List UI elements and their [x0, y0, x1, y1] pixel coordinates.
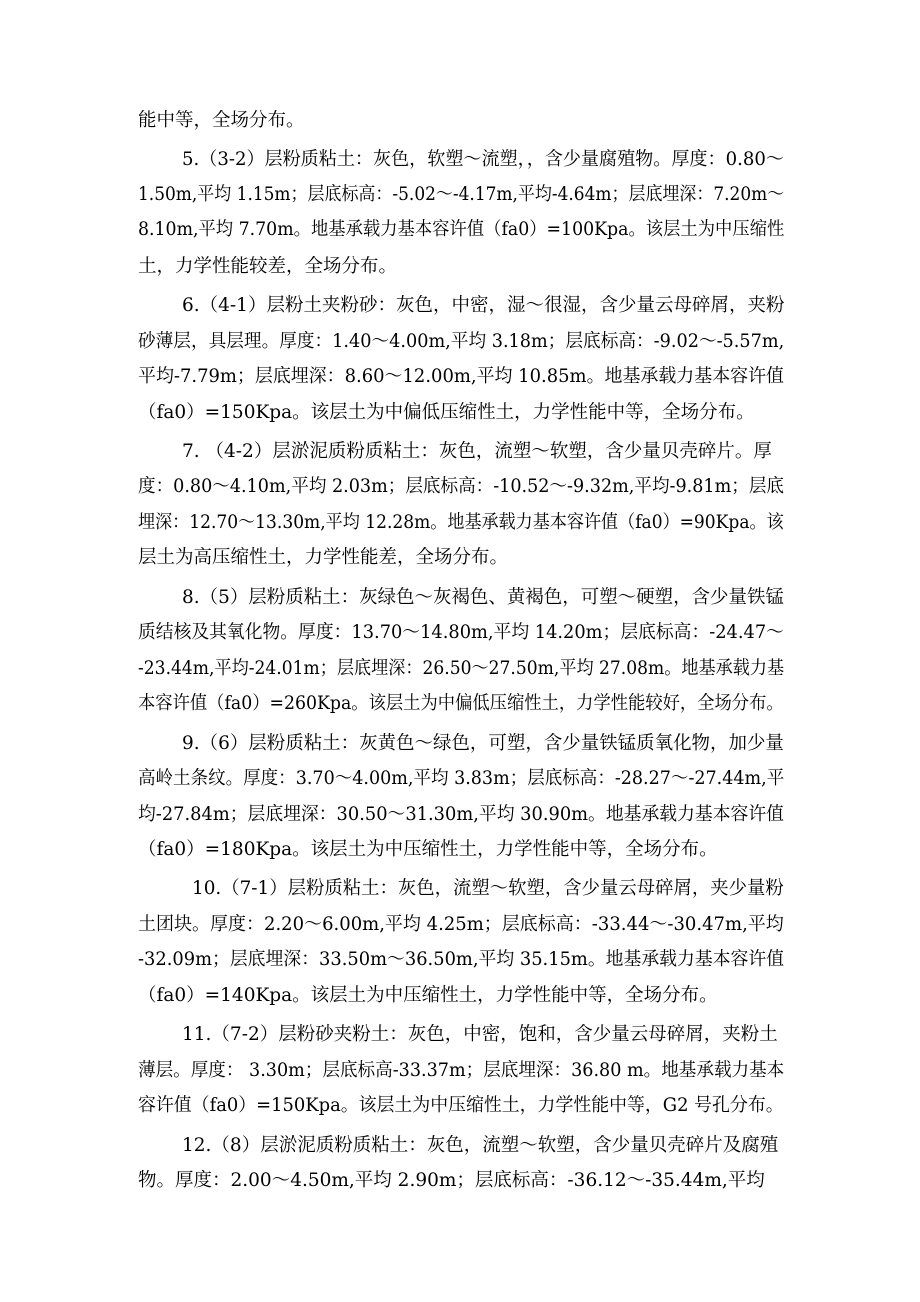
text-line: 均-27.84m；层底埋深：30.50～31.30m,平均 30.90m。地基承载力基本容许值 — [138, 804, 784, 825]
text-line: （fa0）=180Kpa。该层土为中压缩性土，力学性能中等，全场分布。 — [138, 839, 718, 860]
text-line: 高岭土条纹。厚度：3.70～4.00m,平均 3.83m；层底标高：-28.27～-27.44m,平 — [138, 768, 785, 789]
text-line: -32.09m；层底埋深：33.50m～36.50m,平均 35.15m。地基承载力基本容许值 — [138, 949, 785, 970]
text-line: 质结核及其氧化物。厚度：13.70～14.80m,平均 14.20m；层底标高：-24.47～ — [138, 622, 784, 643]
text-line: 土，力学性能较差，全场分布。 — [138, 256, 398, 277]
paragraph-7-line-1: 7. （4-2）层淤泥质粉质粘土：灰色，流塑～软塑，含少量贝壳碎片。厚 — [182, 441, 772, 462]
text-line: 平均-7.79m；层底埋深：8.60～12.00m,平均 10.85m。地基承载力基本容许值 — [138, 366, 784, 387]
text-line: 8.10m,平均 7.70m。地基承载力基本容许值（fa0）=100Kpa。该层土为中压缩性 — [138, 219, 785, 240]
text-line: 度：0.80～4.10m,平均 2.03m；层底标高：-10.52～-9.32m,平均-9.81m；层底 — [138, 476, 784, 497]
text-line: -23.44m,平均-24.01m；层底埋深：26.50～27.50m,平均 27.08m。地基承载力基 — [138, 658, 785, 679]
paragraph-10-line-1: 10.（7-1）层粉质粘土：灰色，流塑～软塑，含少量云母碎屑，夹少量粉 — [192, 878, 784, 899]
text-line: 层土为高压缩性土，力学性能差，全场分布。 — [138, 547, 509, 568]
text-line: 埋深：12.70～13.30m,平均 12.28m。地基承载力基本容许值（fa0）=90Kpa。该 — [138, 512, 784, 533]
paragraph-8-line-1: 8.（5）层粉质粘土：灰绿色～灰褐色、黄褐色，可塑～硬塑，含少量铁锰 — [182, 587, 784, 608]
text-line: 本容许值（fa0）=260Kpa。该层土为中偏低压缩性土，力学性能较好，全场分布。 — [138, 693, 784, 714]
text-line: 能中等，全场分布。 — [138, 110, 305, 131]
text-line: 物。厚度：2.00～4.50m,平均 2.90m；层底标高：-36.12～-35.44m,平均 — [138, 1170, 765, 1191]
paragraph-11-line-1: 11.（7-2）层粉砂夹粉土：灰色，中密，饱和，含少量云母碎屑，夹粉土 — [182, 1024, 778, 1045]
paragraph-5-line-1: 5.（3-2）层粉质粘土：灰色，软塑～流塑，，含少量腐殖物。厚度：0.80～ — [182, 149, 784, 170]
text-line: 薄层。厚度： 3.30m；层底标高-33.37m；层底埋深：36.80 m。地基承载力基本 — [138, 1060, 785, 1081]
text-line: 1.50m,平均 1.15m；层底标高：-5.02～-4.17m,平均-4.64m；层底埋深：7.20m～ — [138, 184, 785, 205]
paragraph-6-line-1: 6.（4-1）层粉土夹粉砂：灰色，中密，湿～很湿，含少量云母碎屑，夹粉 — [182, 295, 785, 316]
text-line: （fa0）=150Kpa。该层土为中偏低压缩性土，力学性能中等，全场分布。 — [138, 402, 755, 423]
text-line: 土团块。厚度：2.20～6.00m,平均 4.25m；层底标高：-33.44～-30.47m,平均 — [138, 914, 784, 935]
text-line: 容许值（fa0）=150Kpa。该层土为中压缩性土，力学性能中等，G2 号孔分布。 — [138, 1095, 784, 1116]
text-line: （fa0）=140Kpa。该层土为中压缩性土，力学性能中等，全场分布。 — [138, 985, 718, 1006]
text-line: 砂薄层，具层理。厚度：1.40～4.00m,平均 3.18m；层底标高：-9.02～-5.57m, — [138, 331, 785, 352]
paragraph-12-line-1: 12.（8）层淤泥质粉质粘土：灰色，流塑～软塑，含少量贝壳碎片及腐殖 — [182, 1135, 779, 1156]
paragraph-9-line-1: 9.（6）层粉质粘土：灰黄色～绿色，可塑，含少量铁锰质氧化物，加少量 — [182, 733, 784, 754]
